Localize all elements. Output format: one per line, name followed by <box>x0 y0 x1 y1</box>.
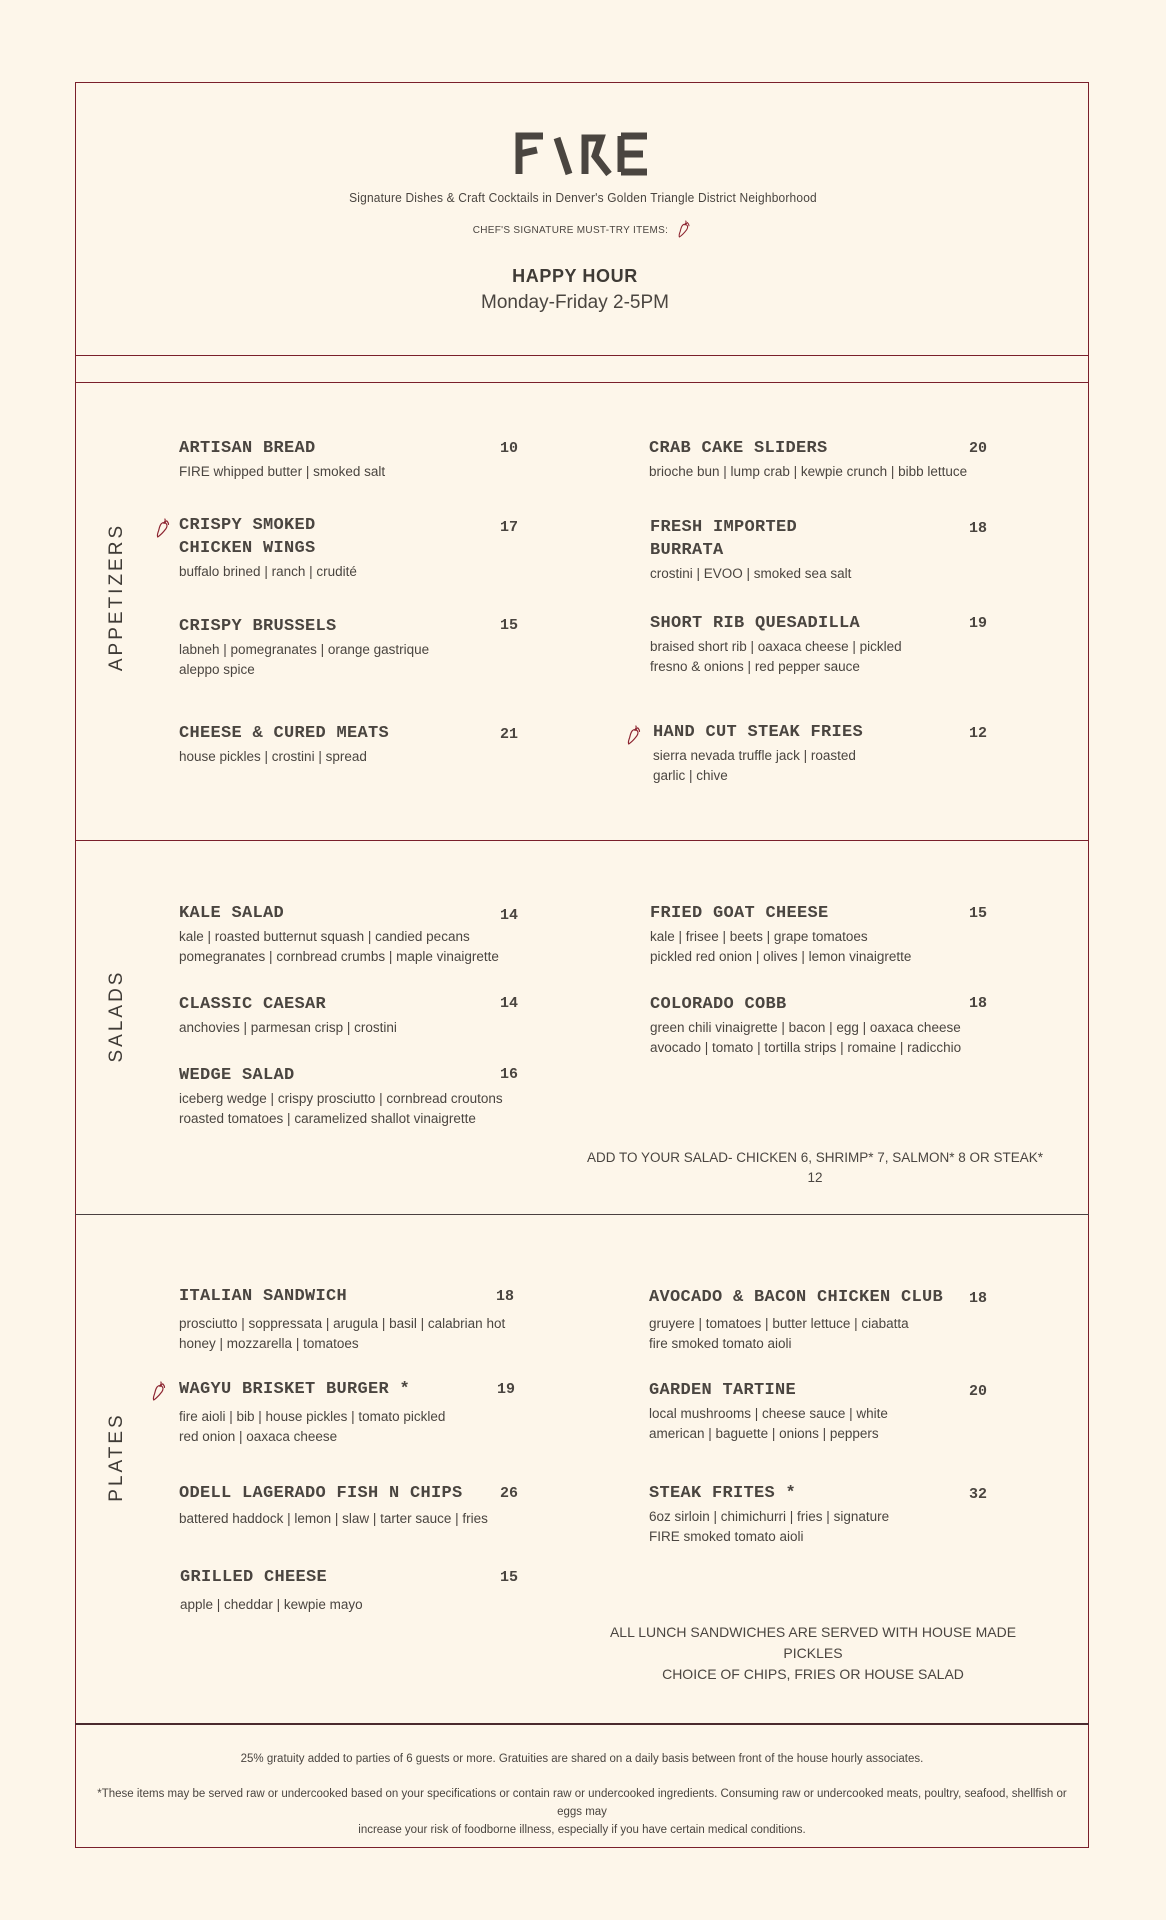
section-label-plates: PLATES <box>106 1412 127 1502</box>
item-name: ITALIAN SANDWICH <box>179 1287 348 1306</box>
item-name: COLORADO COBB <box>650 995 787 1014</box>
item-name: ODELL LAGERADO FISH N CHIPS <box>179 1484 463 1503</box>
menu-item <box>179 514 479 582</box>
item-desc: fire aioli | bib | house pickles | tomato pickled red onion | oaxaca cheese <box>179 1409 446 1444</box>
item-desc: prosciutto | soppressata | arugula | basil | calabrian hot honey | mozzarella | tomatoes <box>179 1316 506 1351</box>
item-price: 18 <box>969 995 988 1012</box>
raw-food-disclaimer: *These items may be served raw or undercooked based on your specifications or contain raw or undercooked ingredients. Consuming raw or undercooked meats, poultry, seafood, shellfish or eggs may increase your risk of foodborne illness, especially if you have certain medical conditions. <box>97 1788 1067 1836</box>
item-name: CLASSIC CAESAR <box>179 995 327 1014</box>
item-price: 26 <box>500 1485 519 1502</box>
item-price: 18 <box>496 1288 515 1305</box>
item-price: 18 <box>969 520 988 537</box>
item-price: 10 <box>500 440 519 457</box>
item-name: ARTISAN BREAD <box>179 439 316 458</box>
fire-logo <box>0 130 1166 183</box>
item-name: WAGYU BRISKET BURGER * <box>179 1380 411 1399</box>
item-price: 20 <box>969 440 988 457</box>
item-desc: brioche bun | lump crab | kewpie crunch | bibb lettuce <box>649 464 968 479</box>
divider <box>75 1723 1089 1725</box>
item-desc: apple | cheddar | kewpie mayo <box>180 1597 363 1612</box>
divider <box>75 840 1089 841</box>
item-desc: green chili vinaigrette | bacon | egg | oaxaca cheese avocado | tomato | tortilla strips | romaine | radicchio <box>650 1020 962 1055</box>
item-desc: crostini | EVOO | smoked sea salt <box>650 566 852 581</box>
item-desc: buffalo brined | ranch | crudité <box>179 564 357 579</box>
menu-item <box>179 1285 509 1354</box>
menu-item <box>649 437 969 482</box>
item-name: CHEESE & CURED MEATS <box>179 724 390 743</box>
item-desc: braised short rib | oaxaca cheese | pickled fresno & onions | red pepper sauce <box>650 639 902 674</box>
sandwich-sides-note: ALL LUNCH SANDWICHES ARE SERVED WITH HOUSE MADE PICKLES CHOICE OF CHIPS, FRIES OR HOUSE SALAD <box>609 1624 1017 1682</box>
menu-item <box>179 993 499 1038</box>
menu-item <box>179 437 479 482</box>
item-name: GARDEN TARTINE <box>649 1381 797 1400</box>
section-label-appetizers: APPETIZERS <box>106 522 127 672</box>
item-price: 19 <box>497 1381 516 1398</box>
divider <box>75 1214 1089 1215</box>
menu-item <box>179 1482 509 1529</box>
section-label-salads: SALADS <box>106 969 127 1063</box>
divider <box>75 355 1089 356</box>
menu-item <box>649 1379 979 1444</box>
item-desc: local mushrooms | cheese sauce | white american | baguette | onions | peppers <box>649 1406 888 1441</box>
happy-hour-title: HAPPY HOUR <box>512 266 638 286</box>
item-desc: labneh | pomegranates | orange gastrique aleppo spice <box>179 642 430 677</box>
logo-wordmark <box>513 130 653 178</box>
item-price: 17 <box>500 519 519 536</box>
item-price: 20 <box>969 1383 988 1400</box>
chili-pepper-icon <box>151 1379 169 1403</box>
menu-item <box>653 721 953 786</box>
item-name: HAND CUT STEAK FRIES <box>653 723 864 742</box>
item-name: FRIED GOAT CHEESE <box>650 904 829 923</box>
menu-item <box>649 1286 979 1354</box>
item-price: 15 <box>500 1569 519 1586</box>
divider <box>75 382 1089 383</box>
must-try-label: CHEF'S SIGNATURE MUST-TRY ITEMS: <box>472 225 669 237</box>
item-name: WEDGE SALAD <box>179 1066 295 1085</box>
chili-pepper-icon <box>155 516 173 540</box>
item-price: 21 <box>500 726 519 743</box>
item-price: 16 <box>500 1066 519 1083</box>
item-desc: kale | roasted butternut squash | candied pecans pomegranates | cornbread crumbs | maple vinaigrette <box>179 929 499 964</box>
item-price: 15 <box>969 905 988 922</box>
menu-item <box>179 902 499 967</box>
item-price: 14 <box>500 907 519 924</box>
menu-item <box>179 615 479 680</box>
must-try-legend <box>0 219 1166 242</box>
menu-item <box>650 612 970 677</box>
menu-item <box>650 902 970 967</box>
restaurant-subtitle: Signature Dishes & Craft Cocktails in Denver's Golden Triangle District Neighborhood <box>349 190 817 205</box>
chili-pepper-icon <box>626 723 644 747</box>
menu-item <box>180 1566 510 1615</box>
menu-item <box>179 722 479 767</box>
item-name: KALE SALAD <box>179 904 285 923</box>
happy-hour-time: Monday-Friday 2-5PM <box>481 292 669 313</box>
menu-item <box>179 1064 509 1129</box>
menu-item <box>649 1482 979 1547</box>
item-desc: sierra nevada truffle jack | roasted garlic | chive <box>653 748 856 783</box>
item-price: 32 <box>969 1486 988 1503</box>
menu-item <box>179 1378 509 1447</box>
item-desc: anchovies | parmesan crisp | crostini <box>179 1020 397 1035</box>
item-name: STEAK FRITES * <box>649 1484 797 1503</box>
item-name: SHORT RIB QUESADILLA <box>650 614 861 633</box>
item-name: CRAB CAKE SLIDERS <box>649 439 828 458</box>
item-name: GRILLED CHEESE <box>180 1568 328 1587</box>
item-price: 12 <box>969 725 988 742</box>
item-name: CRISPY SMOKED CHICKEN WINGS <box>179 516 316 558</box>
item-desc: iceberg wedge | crispy prosciutto | cornbread croutons roasted tomatoes | caramelized shallot vinaigrette <box>179 1091 503 1126</box>
item-desc: gruyere | tomatoes | butter lettuce | ciabatta fire smoked tomato aioli <box>649 1316 909 1351</box>
item-name: AVOCADO & BACON CHICKEN CLUB <box>649 1288 944 1307</box>
item-price: 19 <box>969 615 988 632</box>
menu-item <box>650 516 950 584</box>
item-price: 15 <box>500 617 519 634</box>
item-desc: battered haddock | lemon | slaw | tarter sauce | fries <box>179 1511 488 1526</box>
item-name: FRESH IMPORTED BURRATA <box>650 518 798 560</box>
item-desc: FIRE whipped butter | smoked salt <box>179 464 386 479</box>
chili-pepper-icon <box>677 219 693 242</box>
item-price: 14 <box>500 995 519 1012</box>
item-desc: kale | frisee | beets | grape tomatoes pickled red onion | olives | lemon vinaigrette <box>650 929 912 964</box>
item-price: 18 <box>969 1290 988 1307</box>
menu-item <box>650 993 980 1058</box>
item-desc: 6oz sirloin | chimichurri | fries | signature FIRE smoked tomato aioli <box>649 1509 890 1544</box>
salad-addon-note: ADD TO YOUR SALAD- CHICKEN 6, SHRIMP* 7, SALMON* 8 OR STEAK* 12 <box>586 1150 1044 1185</box>
item-name: CRISPY BRUSSELS <box>179 617 337 636</box>
gratuity-note: 25% gratuity added to parties of 6 guests or more. Gratuities are shared on a daily basis between front of the house hourly associates. <box>240 1753 924 1765</box>
item-desc: house pickles | crostini | spread <box>179 749 367 764</box>
